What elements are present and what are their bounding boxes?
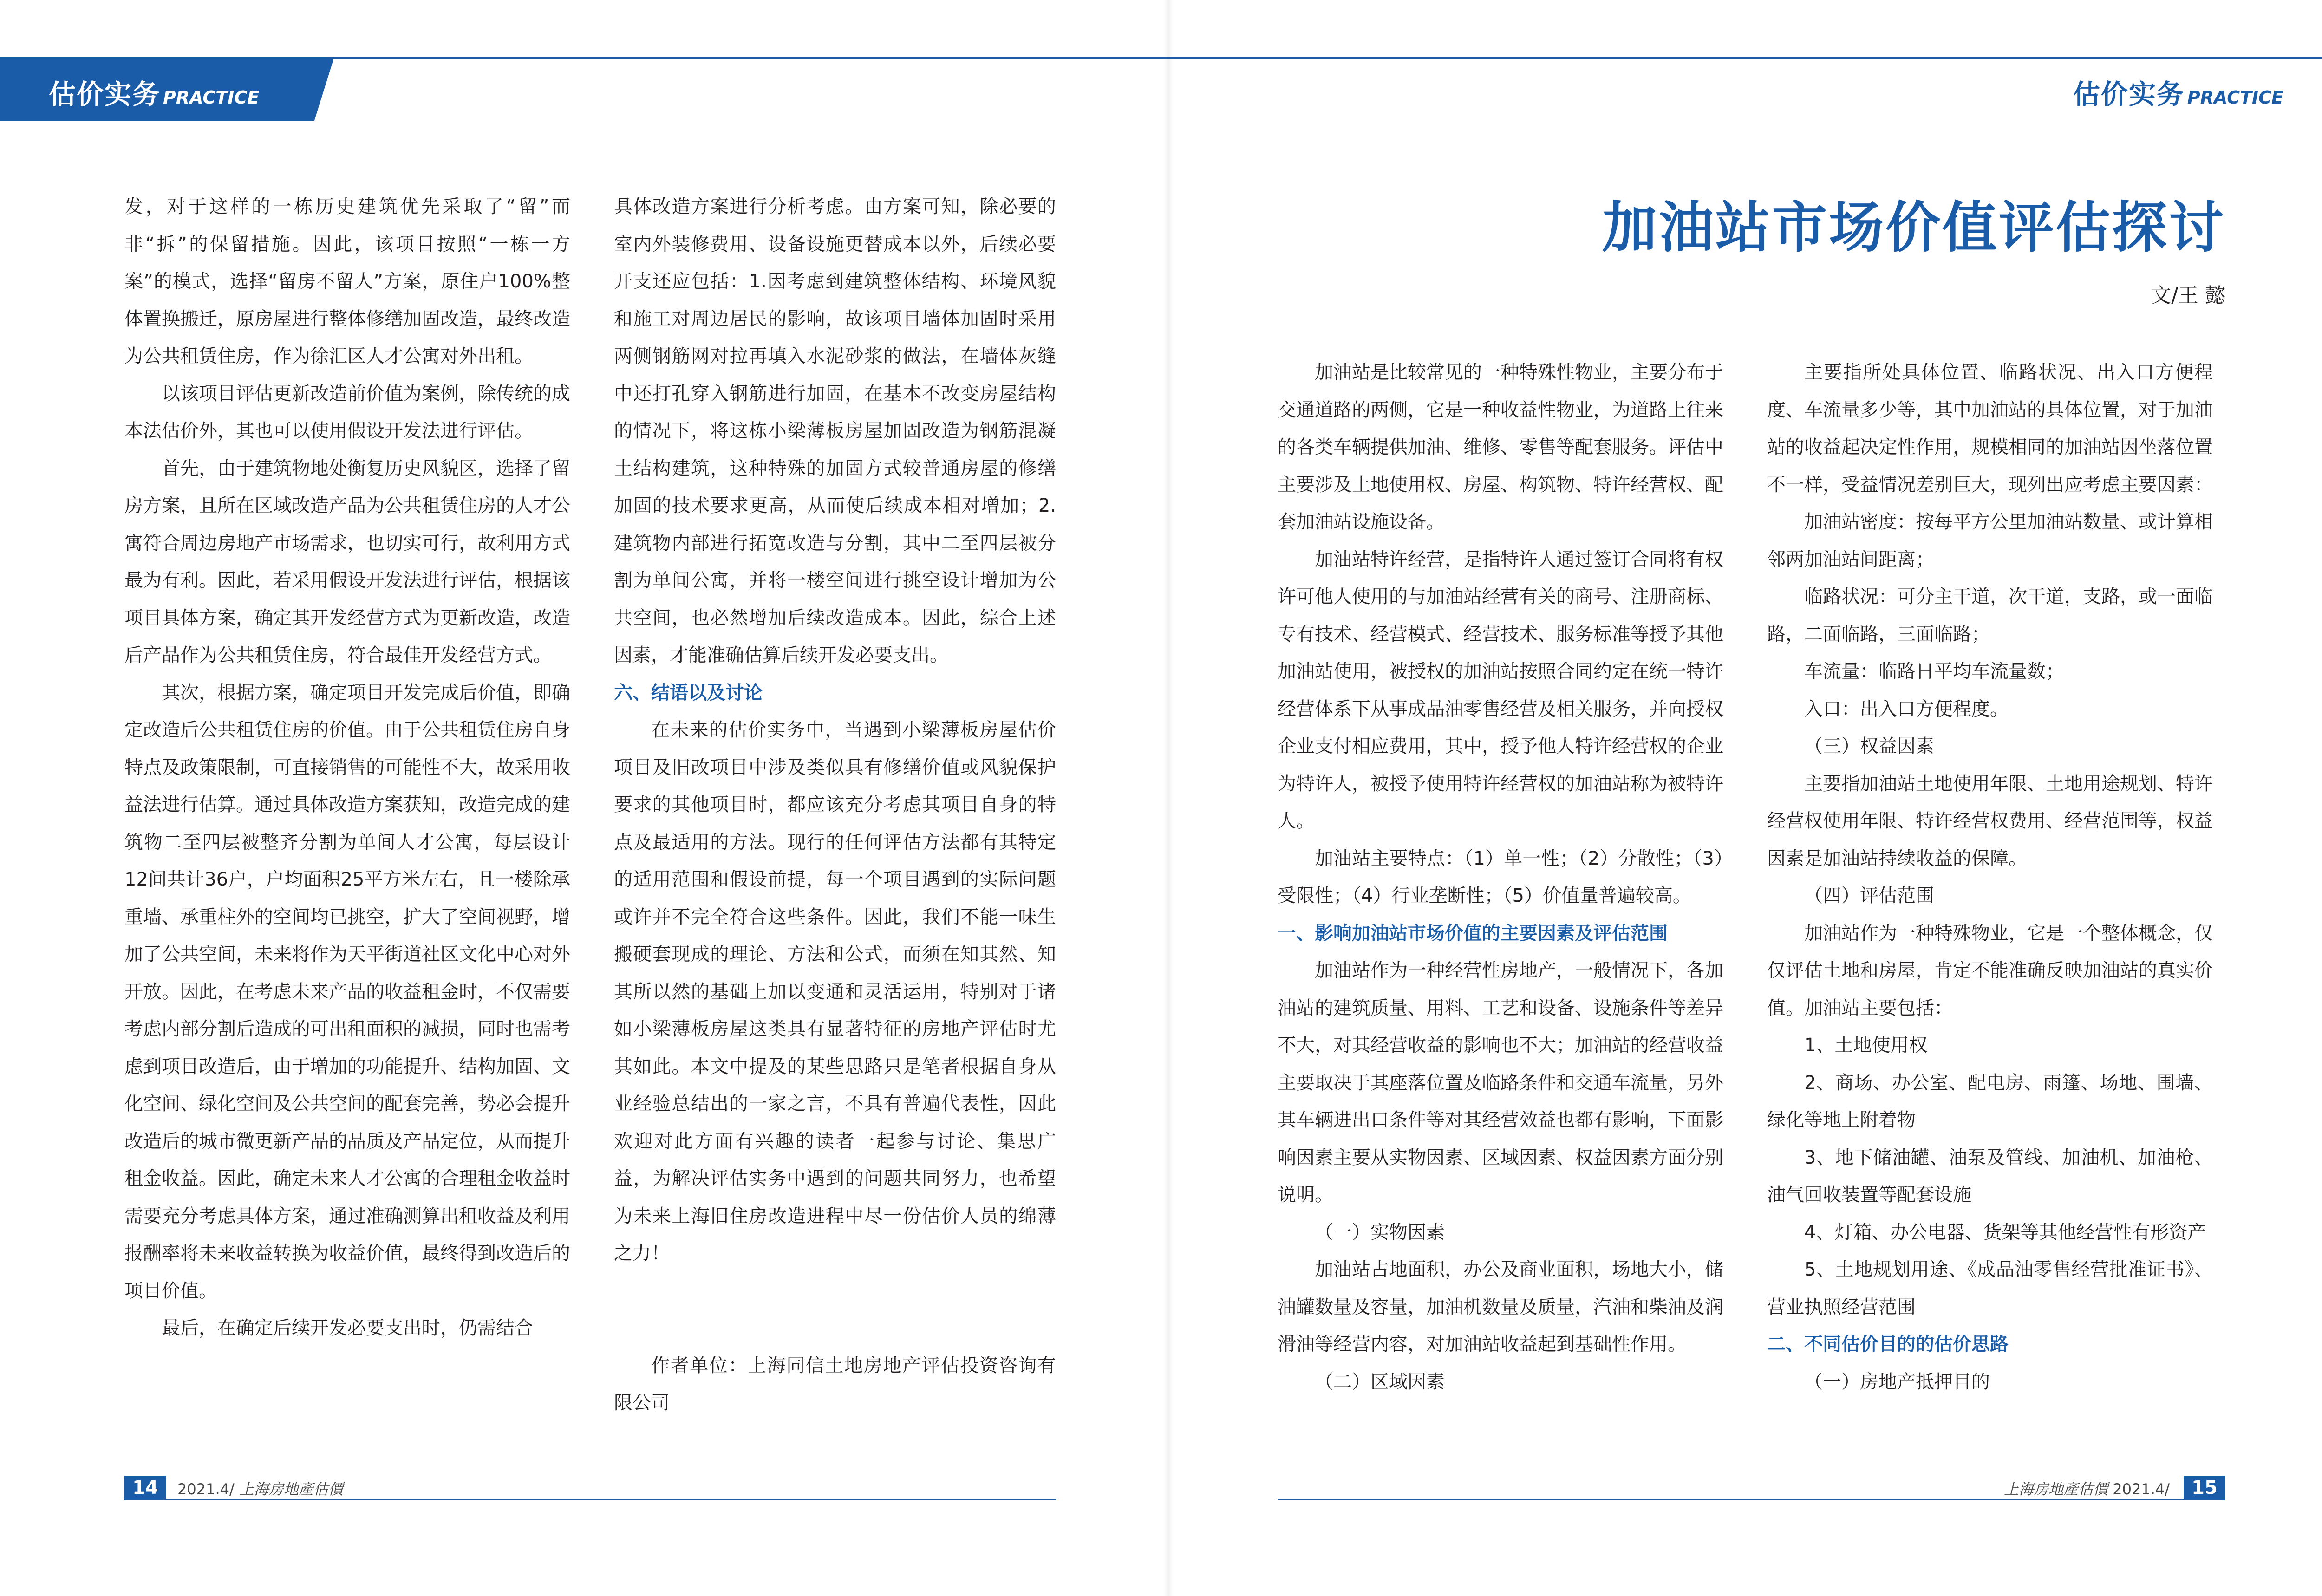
right-column-2	[1767, 354, 2213, 1401]
section-title-zh: 估价实务	[2073, 78, 2185, 110]
right-page	[1168, 0, 2322, 1596]
paragraph: 首先，由于建筑物地处衡复历史风貌区，选择了留房方案，且所在区域改造产品为公共租赁住房的人才公寓符合周边房地产市场需求，也切实可行，故利用方式最为有利。因此，若采用假设开发法进行评估，根据该项目具体方案，确定其开发经营方式为更新改造，改造后产品作为公共租赁住房，符合最佳开发经营方式。	[124, 457, 570, 666]
list-item: 2、商场、办公室、配电房、雨篷、场地、围墙、绿化等地上附着物	[1767, 1072, 2213, 1131]
footer-issue: 2021.4/	[177, 1480, 235, 1498]
list-item: 1、土地使用权	[1804, 1035, 1928, 1056]
journal-logo: 上海房地產估價	[2004, 1480, 2108, 1498]
sub-heading: （三）权益因素	[1804, 736, 1934, 757]
paragraph: 车流量：临路日平均车流量数；	[1804, 661, 2064, 682]
page-number-left: 14	[124, 1476, 166, 1500]
section-header-left	[49, 72, 259, 111]
header-rule-right	[1168, 57, 2322, 59]
article-title: 加油站市场价值评估探讨	[1602, 195, 2225, 260]
paragraph: 加油站作为一种特殊物业，它是一个整体概念，仅仅评估土地和房屋，肯定不能准确反映加油站的真实价值。加油站主要包括：	[1767, 922, 2213, 1019]
paragraph: 其次，根据方案，确定项目开发完成后价值，即确定改造后公共租赁住房的价值。由于公共租赁住房自身特点及政策限制，可直接销售的可能性不大，故采用收益法进行估算。通过具体改造方案获知，改造完成的建筑物二至四层被整齐分割为单间人才公寓，每层设计12间共计36户，户均面积25平方米左右，且一楼除承重墙、承重柱外的空间均已挑空，扩大了空间视野，增加了公共空间，未来将作为天平街道社区文化中心对外开放。因此，在考虑未来产品的收益租金时，不仅需要考虑内部分割后造成的可出租面积的减损，同时也需考虑到项目改造后，由于增加的功能提升、结构加固、文化空间、绿化空间及公共空间的配套完善，势必会提升改造后的城市微更新产品的品质及产品定位，从而提升租金收益。因此，确定未来人才公寓的合理租金收益时需要充分考虑具体方案，通过准确测算出租收益及利用报酬率将未来收益转换为收益价值，最终得到改造后的项目价值。	[124, 682, 570, 1302]
section-title-zh: 估价实务	[49, 78, 161, 110]
footer-rule-right	[1278, 1499, 2225, 1500]
sub-heading: （二）区域因素	[1315, 1371, 1445, 1393]
list-item: 5、土地规划用途、《成品油零售经营批准证书》、营业执照经营范围	[1767, 1259, 2213, 1318]
list-item: 4、灯箱、办公电器、货架等其他经营性有形资产	[1804, 1221, 2206, 1243]
right-column-1	[1278, 354, 1723, 1401]
paragraph: 具体改造方案进行分析考虑。由方案可知，除必要的室内外装修费用、设备设施更替成本以外，后续必要开支还应包括：1.因考虑到建筑整体结构、环境风貌和施工对周边居民的影响，故该项目墙体加固时采用两侧钢筋网对拉再填入水泥砂浆的做法，在墙体灰缝中还打孔穿入钢筋进行加固，在基本不改变房屋结构的情况下，将这栋小梁薄板房屋加固改造为钢筋混凝土结构建筑，这种特殊的加固方式较普通房屋的修缮加固的技术要求更高，从而使后续成本相对增加；2.建筑物内部进行拓宽改造与分割，其中二至四层被分割为单间公寓，并将一楼空间进行挑空设计增加为公共空间，也必然增加后续改造成本。因此，综合上述因素，才能准确估算后续开发必要支出。	[614, 196, 1056, 666]
paragraph: 主要指加油站土地使用年限、土地用途规划、特许经营权使用年限、特许经营权费用、经营范围等，权益因素是加油站持续收益的保障。	[1767, 773, 2213, 869]
section-title-en: PRACTICE	[2187, 87, 2283, 108]
journal-logo: 上海房地產估價	[239, 1480, 343, 1498]
page-number-right: 15	[2184, 1476, 2225, 1500]
footer-issue: 2021.4/	[2113, 1480, 2170, 1498]
paragraph: 加油站密度：按每平方公里加油站数量、或计算相邻两加油站间距离；	[1767, 511, 2213, 570]
paragraph: 临路状况：可分主干道，次干道，支路，或一面临路，二面临路，三面临路；	[1767, 586, 2213, 645]
left-column-2	[614, 188, 1056, 1422]
footer-rule-left	[124, 1499, 1056, 1500]
paragraph: 加油站占地面积，办公及商业面积，场地大小，储油罐数量及容量，加油机数量及质量，汽油和柴油及润滑油等经营内容，对加油站收益起到基础性作用。	[1278, 1259, 1723, 1355]
paragraph: 以该项目评估更新改造前价值为案例，除传统的成本法估价外，其也可以使用假设开发法进行评估。	[124, 383, 570, 442]
section-header-right	[2073, 72, 2283, 111]
author-unit: 作者单位：上海同信土地房地产评估投资咨询有限公司	[614, 1355, 1056, 1414]
paragraph: 加油站是比较常见的一种特殊性物业，主要分布于交通道路的两侧，它是一种收益性物业，为道路上往来的各类车辆提供加油、维修、零售等配套服务。评估中主要涉及土地使用权、房屋、构筑物、特许经营权、配套加油站设施设备。	[1278, 362, 1723, 533]
paragraph: 加油站主要特点：（1）单一性；（2）分散性；（3）受限性；（4）行业垄断性；（5）价值量普遍较高。	[1278, 847, 1723, 906]
section-heading: 六、结语以及讨论	[614, 682, 763, 704]
section-heading: 一、影响加油站市场价值的主要因素及评估范围	[1278, 922, 1668, 944]
sub-heading: （四）评估范围	[1804, 885, 1934, 906]
footer-left	[177, 1478, 343, 1499]
paragraph: 主要指所处具体位置、临路状况、出入口方便程度、车流量多少等，其中加油站的具体位置，对于加油站的收益起决定性作用，规模相同的加油站因坐落位置不一样，受益情况差别巨大，现列出应考虑主要因素：	[1767, 362, 2213, 495]
footer-right	[1999, 1478, 2170, 1499]
sub-heading: （一）房地产抵押目的	[1804, 1371, 1990, 1393]
paragraph: 在未来的估价实务中，当遇到小梁薄板房屋估价项目及旧改项目中涉及类似具有修缮价值或风貌保护要求的其他项目时，都应该充分考虑其项目自身的特点及最适用的方法。现行的任何评估方法都有其特定的适用范围和假设前提，每一个项目遇到的实际问题或许并不完全符合这些条件。因此，我们不能一味生搬硬套现成的理论、方法和公式，而须在知其然、知其所以然的基础上加以变通和灵活运用，特别对于诸如小梁薄板房屋这类具有显著特征的房地产评估时尤其如此。本文中提及的某些思路只是笔者根据自身从业经验总结出的一家之言，不具有普遍代表性，因此欢迎对此方面有兴趣的读者一起参与讨论、集思广益，为解决评估实务中遇到的问题共同努力，也希望为未来上海旧住房改造进程中尽一份估价人员的绵薄之力！	[614, 719, 1056, 1264]
paragraph: 加油站作为一种经营性房地产，一般情况下，各加油站的建筑质量、用料、工艺和设备、设施条件等差异不大，对其经营收益的影响也不大；加油站的经营收益主要取决于其座落位置及临路条件和交通车流量，另外其车辆进出口条件等对其经营效益也都有影响，下面影响因素主要从实物因素、区域因素、权益因素方面分别说明。	[1278, 960, 1723, 1205]
sub-heading: （一）实物因素	[1315, 1221, 1445, 1243]
paragraph: 加油站特许经营，是指特许人通过签订合同将有权许可他人使用的与加油站经营有关的商号、注册商标、专有技术、经营模式、经营技术、服务标准等授予其他加油站使用，被授权的加油站按照合同约定在统一特许经营体系下从事成品油零售经营及相关服务，并向授权企业支付相应费用，其中，授予他人特许经营权的企业为特许人，被授予使用特许经营权的加油站称为被特许人。	[1278, 548, 1723, 832]
paragraph: 入口：出入口方便程度。	[1804, 698, 2009, 720]
left-column-1	[124, 188, 570, 1347]
paragraph: 最后，在确定后续开发必要支出时，仍需结合	[162, 1317, 533, 1339]
list-item: 3、地下储油罐、油泵及管线、加油机、加油枪、油气回收装置等配套设施	[1767, 1147, 2213, 1205]
section-title-en: PRACTICE	[163, 87, 260, 108]
paragraph: 发，对于这样的一栋历史建筑优先采取了“留”而非“拆”的保留措施。因此，该项目按照“一栋一方案”的模式，选择“留房不留人”方案，原住户100%整体置换搬迁，原房屋进行整体修缮加固改造，最终改造为公共租赁住房，作为徐汇区人才公寓对外出租。	[124, 196, 570, 367]
header-rule-left	[325, 57, 1168, 59]
article-author: 文/王 懿	[2151, 284, 2225, 307]
section-heading: 二、不同估价目的的估价思路	[1767, 1334, 2009, 1355]
